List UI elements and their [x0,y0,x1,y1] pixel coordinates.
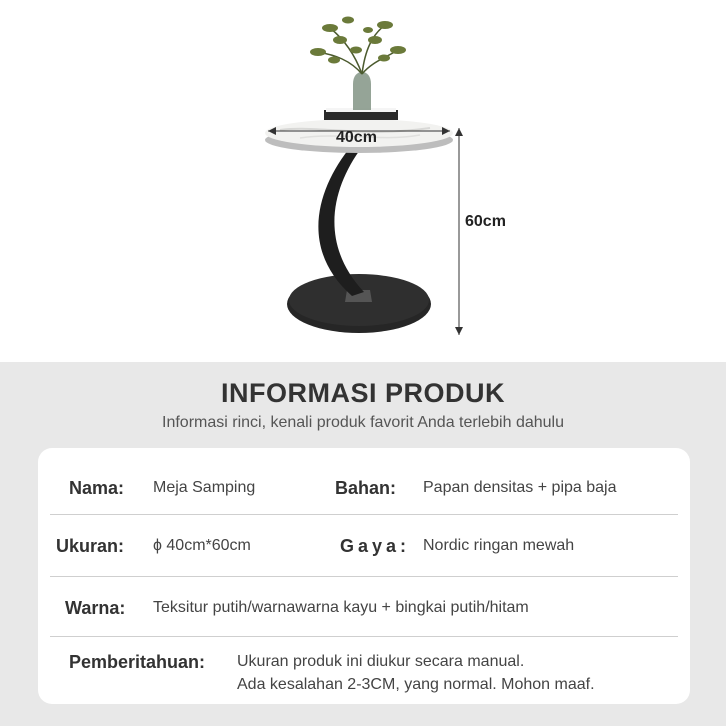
ukuran-label-text: Ukuran: [56,536,125,556]
pemberitahuan-line1: Ukuran produk ini diukur secara manual. [237,653,525,670]
warna-label [65,598,125,619]
spec-row-nama-bahan [38,448,690,514]
ukuran-value: ϕ 40cm*60cm [153,537,251,554]
spec-row-pemberitahuan [38,636,690,704]
gaya-value: Nordic ringan mewah [423,537,575,554]
pemberitahuan-label-text: Pemberitahuan: [69,652,206,672]
height-dimension-label: 60cm [465,213,506,230]
warna-value: Teksitur putih/warnawarna kayu + bingkai putih/hitam [153,599,529,616]
bahan-value: Papan densitas + pipa baja [423,479,617,496]
info-subtitle: Informasi rinci, kenali produk favorit Anda terlebih dahulu [162,414,564,431]
bahan-label-text: Bahan: [335,478,397,498]
nama-value: Meja Samping [153,479,256,496]
ukuran-label [56,536,124,557]
pemberitahuan-line2: Ada kesalahan 2-3CM, yang normal. Mohon maaf. [237,676,595,693]
spec-row-ukuran-gaya [38,514,690,576]
info-title: INFORMASI PRODUK [221,378,505,408]
warna-label-text: Warna: [65,598,126,618]
product-image-area [0,0,726,362]
width-dimension-label: 40cm [336,129,377,146]
spec-row-warna [38,576,690,636]
product-info-section [0,362,726,726]
spec-card [38,448,690,704]
pemberitahuan-label [69,652,205,673]
bahan-label [335,478,396,499]
nama-label [69,478,124,499]
gaya-label [340,536,410,557]
side-table-image [0,0,726,362]
gaya-label-text: Gaya: [340,536,411,556]
nama-label-text: Nama: [69,478,125,498]
